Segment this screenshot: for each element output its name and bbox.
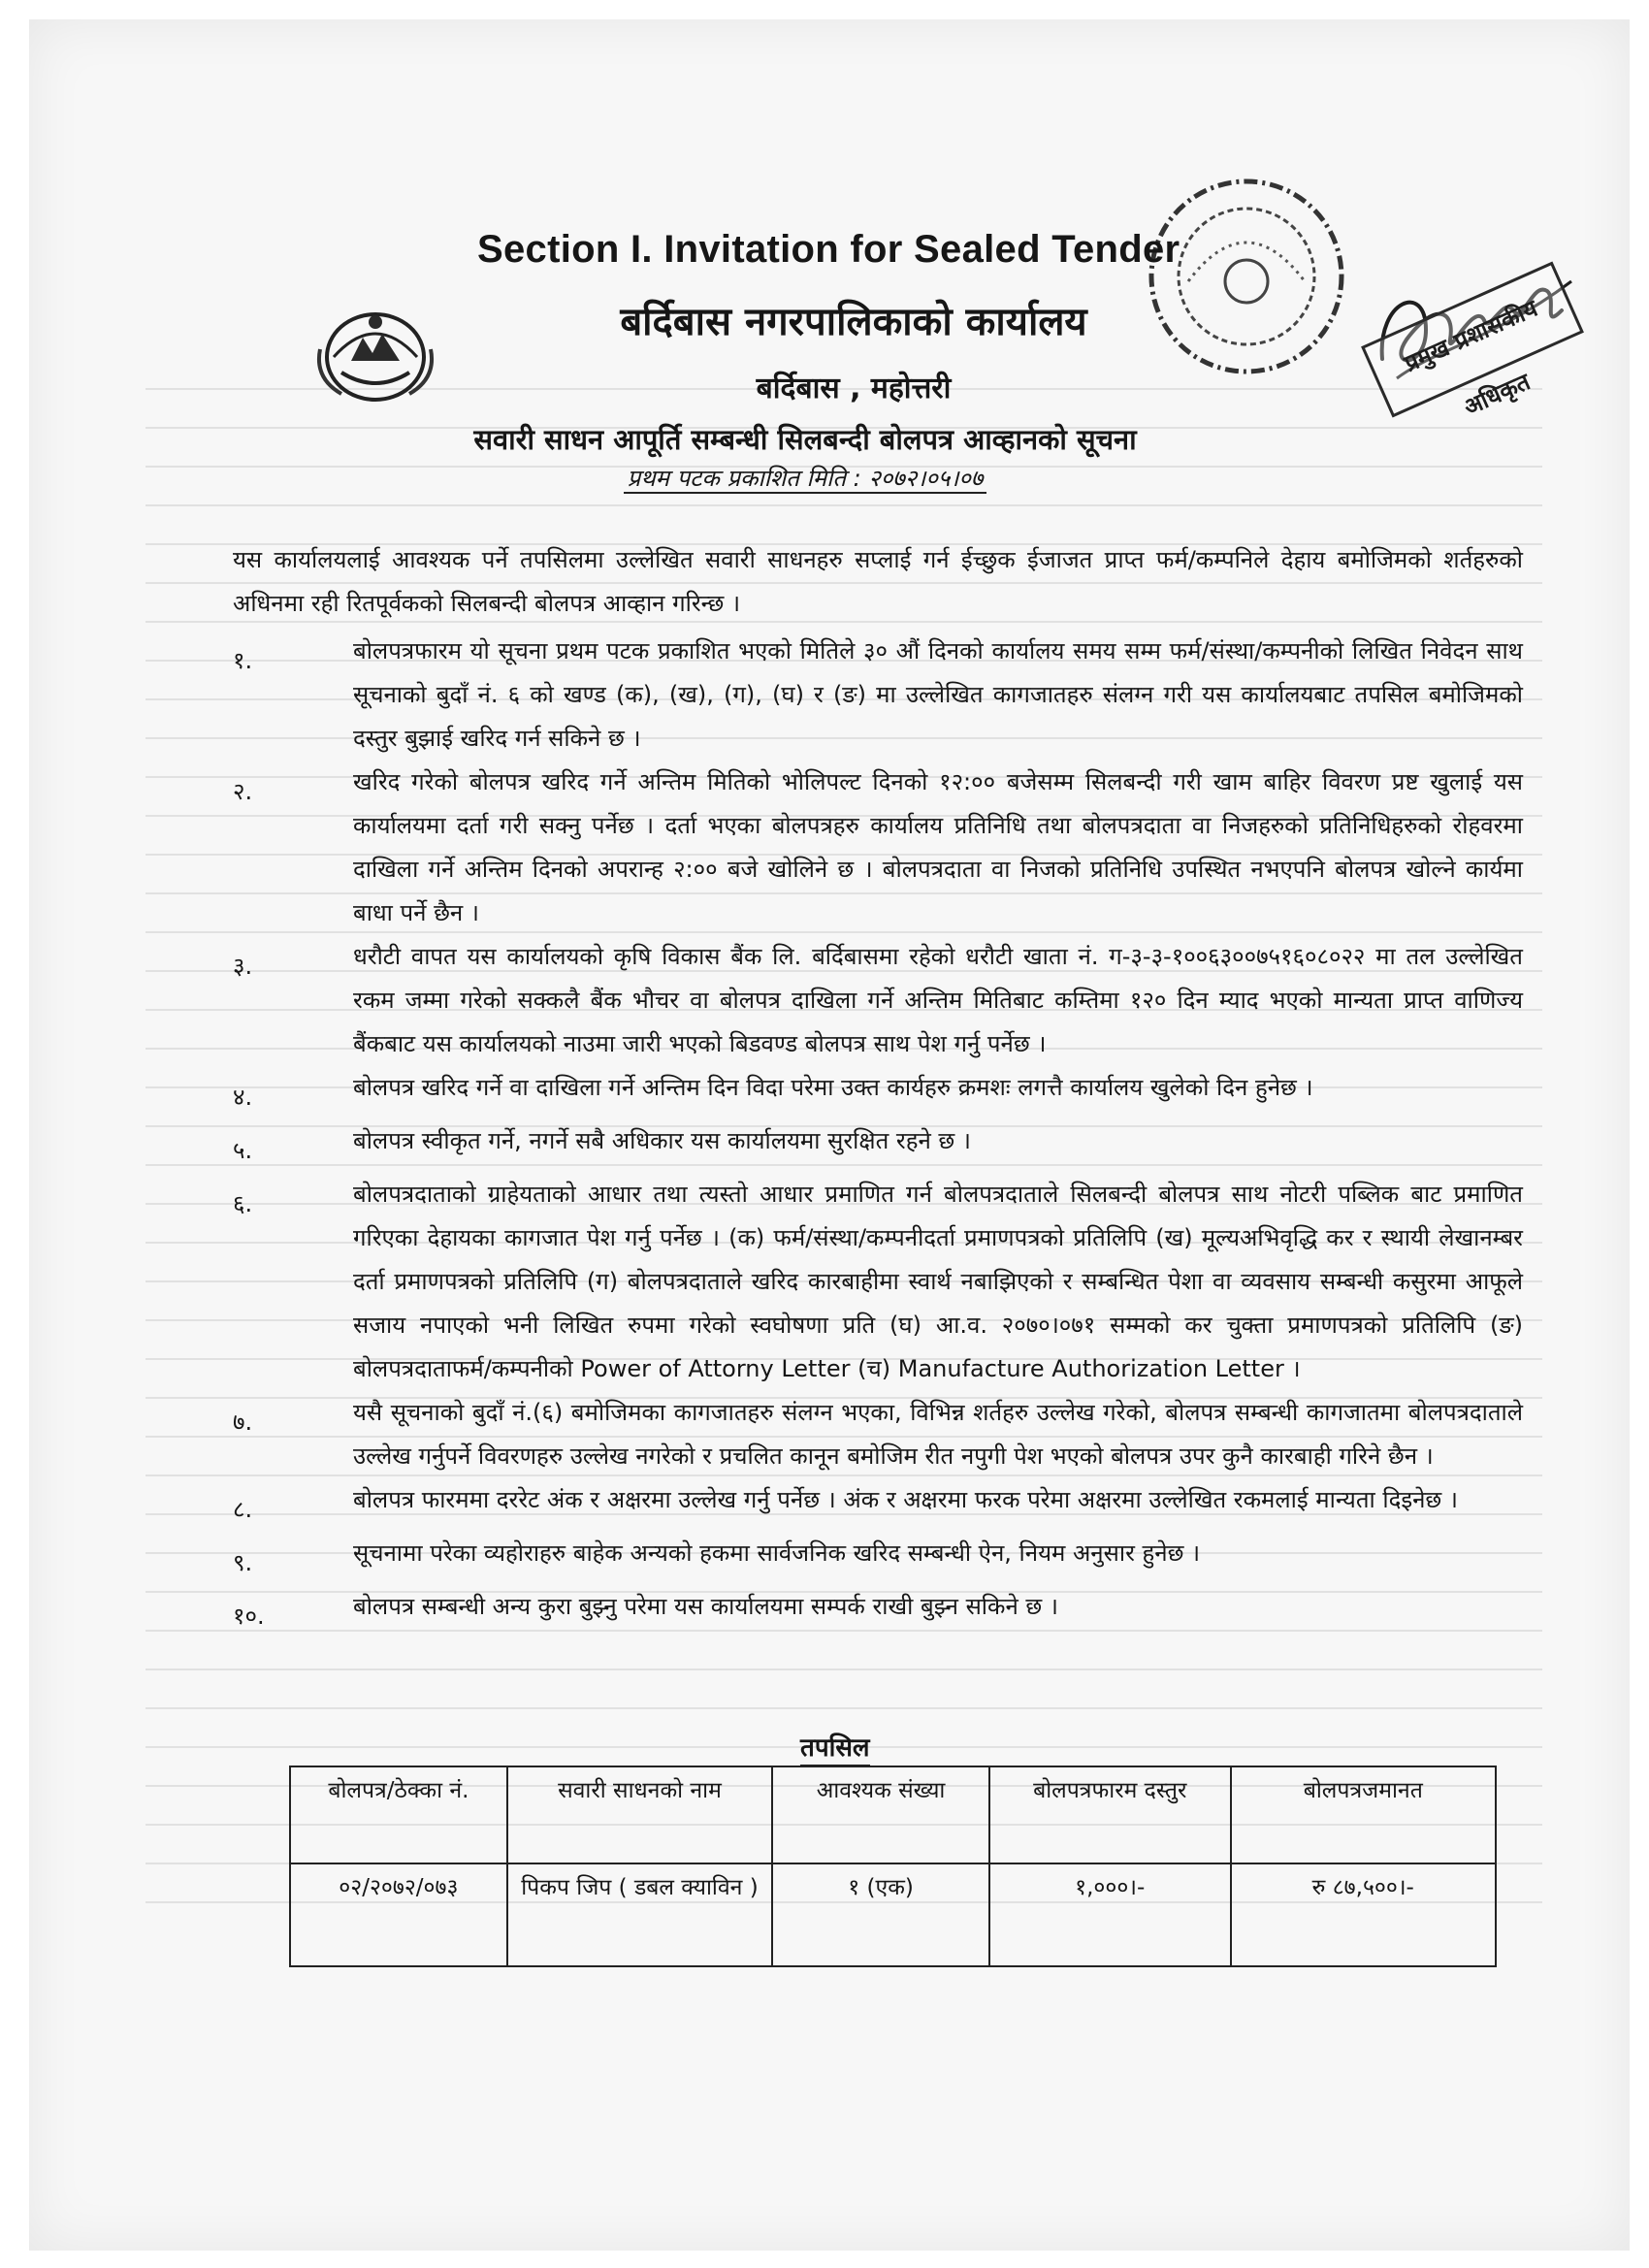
item-number: १. [233, 647, 253, 674]
item-number: ४. [233, 1084, 253, 1111]
item-number: ८. [233, 1496, 253, 1523]
notice-body [233, 538, 1523, 1638]
publish-date: प्रथम पटक प्रकाशित मिति : २०७२।०५।०७ [320, 462, 1290, 494]
item-number: ३. [233, 953, 253, 980]
round-office-stamp [1135, 165, 1358, 388]
intro-paragraph: यस कार्यालयलाई आवश्यक पर्ने तपसिलमा उल्लेखित सवारी साधनहरु सप्लाई गर्न ईच्छुक ईजाजत प्राप्त फर्म/कम्पनिले देहाय बमोजिमको शर्तहरुको अधिनमा रही रितपूर्वकको सिलबन्दी बोलपत्र आव्हान गरिन्छ । [233, 546, 1523, 617]
office-name: बर्दिबास नगरपालिकाको कार्यालय [620, 300, 1087, 344]
table-cell: १ (एक) [772, 1863, 989, 1966]
table-cell: पिकप जिप ( डबल क्याविन ) [507, 1863, 772, 1966]
condition-item [233, 935, 1523, 1066]
condition-item [233, 1478, 1523, 1532]
item-text: यसै सूचनाको बुदाँ नं.(६) बमोजिमका कागजातहरु संलग्न भएका, विभिन्न शर्तहरु उल्लेख गरेको, बोलपत्र सम्बन्धी कागजातमा बोलपत्रदाताले उल्लेख गर्नुपर्ने विवरणहरु उल्लेख नगरेको र प्रचलित कानून बमोजिम रीत नपुगी पेश भएको बोलपत्र उपर कुनै कारबाही गरिने छैन । [353, 1399, 1523, 1470]
condition-item [233, 1532, 1523, 1585]
item-text: खरिद गरेको बोलपत्र खरिद गर्ने अन्तिम मितिको भोलिपल्ट दिनको १२:०० बजेसम्म सिलबन्दी गरी खाम बाहिर विवरण प्रष्ट खुलाई यस कार्यालयमा दर्ता गरी सक्नु पर्नेछ । दर्ता भएका बोलपत्रहरु कार्यालय प्रतिनिधि तथा बोलपत्रदाता वा निजहरुको प्रतिनिधिहरुको रोहवरमा दाखिला गर्ने अन्तिम दिनको अपरान्ह २:०० बजे खोलिने छ । बोलपत्रदाता वा निजको प्रतिनिधि उपस्थित नभएपनि बोलपत्र खोल्ने कार्यमा बाधा पर्ने छैन । [353, 768, 1523, 926]
item-text: बोलपत्र खरिद गर्ने वा दाखिला गर्ने अन्तिम दिन विदा परेमा उक्त कार्यहरु क्रमशः लगत्तै कार्यालय खुलेको दिन हुनेछ । [353, 1074, 1313, 1101]
item-text: बोलपत्र सम्बन्धी अन्य कुरा बुझ्नु परेमा यस कार्यालयमा सम्पर्क राखी बुझ्न सकिने छ । [353, 1593, 1058, 1620]
condition-item [233, 1391, 1523, 1478]
column-header: सवारी साधनको नाम [507, 1766, 772, 1863]
section-title: Section I. Invitation for Sealed Tender [477, 228, 1180, 271]
item-number: १०. [233, 1603, 265, 1630]
table-header-row [290, 1766, 1496, 1863]
column-header: बोलपत्रफारम दस्तुर [989, 1766, 1231, 1863]
item-number: ५. [233, 1137, 253, 1164]
office-location: बर्दिबास , महोत्तरी [756, 372, 952, 405]
item-number: २. [233, 778, 253, 805]
schedule-title: तपसिल [800, 1732, 870, 1766]
item-text: सूचनामा परेका व्यहोराहरु बाहेक अन्यको हकमा सार्वजनिक खरिद सम्बन्धी ऐन, नियम अनुसार हुनेछ । [353, 1539, 1201, 1567]
item-number: ९. [233, 1549, 253, 1576]
condition-item [233, 761, 1523, 935]
table-row [290, 1863, 1496, 1966]
condition-item [233, 1585, 1523, 1638]
column-header: आवश्यक संख्या [772, 1766, 989, 1863]
column-header: बोलपत्रजमानत [1231, 1766, 1496, 1863]
table-cell: ०२/२०७२/०७३ [290, 1863, 507, 1966]
schedule-table [289, 1766, 1497, 1967]
table-cell: १,०००।- [989, 1863, 1231, 1966]
item-text: बोलपत्र स्वीकृत गर्ने, नगर्ने सबै अधिकार यस कार्यालयमा सुरक्षित रहने छ । [353, 1127, 971, 1154]
conditions-list [233, 630, 1523, 1638]
rectangular-officer-stamp: प्रमुख प्रशासकीय अधिकृत [1361, 262, 1584, 418]
item-text: बोलपत्रफारम यो सूचना प्रथम पटक प्रकाशित भएको मितिले ३० औं दिनको कार्यालय समय सम्म फर्म/संस्था/कम्पनीको लिखित निवेदन साथ सूचनाको बुदाँ नं. ६ को खण्ड (क), (ख), (ग), (घ) र (ङ) मा उल्लेखित कागजातहरु संलग्न गरी यस कार्यालयबाट तपसिल बमोजिमको दस्तुर बुझाई खरिद गर्न सकिने छ । [353, 637, 1523, 752]
item-number: ७. [233, 1409, 253, 1436]
item-text: बोलपत्र फारममा दररेट अंक र अक्षरमा उल्लेख गर्नु पर्नेछ । अंक र अक्षरमा फरक परेमा अक्षरमा उल्लेखित रकमलाई मान्यता दिइनेछ । [353, 1486, 1458, 1513]
item-number: ६. [233, 1190, 253, 1217]
table-cell: रु ८७,५००।- [1231, 1863, 1496, 1966]
document-page [29, 19, 1630, 2251]
condition-item [233, 1173, 1523, 1391]
condition-item [233, 1119, 1523, 1173]
condition-item [233, 1066, 1523, 1119]
notice-title: सवारी साधन आपूर्ति सम्बन्धी सिलबन्दी बोलपत्र आव्हानको सूचना [473, 423, 1137, 456]
item-text: बोलपत्रदाताको ग्राहेयताको आधार तथा त्यस्तो आधार प्रमाणित गर्न बोलपत्रदाताले सिलबन्दी बोलपत्र साथ नोटरी पब्लिक बाट प्रमाणित गरिएका देहायका कागजात पेश गर्नु पर्नेछ । (क) फर्म/संस्था/कम्पनीदर्ता प्रमाणपत्रको प्रतिलिपि (ख) मूल्यअभिवृद्धि कर र स्थायी लेखानम्बर दर्ता प्रमाणपत्रको प्रतिलिपि (ग) बोलपत्रदाताले खरिद कारबाहीमा स्वार्थ नबाझिएको र सम्बन्धित पेशा वा व्यवसाय सम्बन्धी कसुरमा आफूले सजाय नपाएको भनी लिखित रुपमा गरेको स्वघोषणा प्रति (घ) आ.व. २०७०।०७१ सम्मको कर चुक्ता प्रमाणपत्रको प्रतिलिपि (ङ) बोलपत्रदाताफर्म/कम्पनीको Power of Attorny Letter (च) Manufacture Authorization Letter । [353, 1181, 1523, 1382]
item-text: धरौटी वापत यस कार्यालयको कृषि विकास बैंक लि. बर्दिबासमा रहेको धरौटी खाता नं. ग-३-३-१००६३००७५१६०८०२२ मा तल उल्लेखित रकम जम्मा गरेको सक्कलै बैंक भौचर वा बोलपत्र दाखिला गर्ने अन्तिम मितिबाट कम्तिमा १२० दिन म्याद भएको मान्यता प्राप्त वाणिज्य बैंकबाट यस कार्यालयको नाउमा जारी भएको बिडवण्ड बोलपत्र साथ पेश गर्नु पर्नेछ । [353, 943, 1523, 1057]
condition-item [233, 630, 1523, 761]
column-header: बोलपत्र/ठेक्का नं. [290, 1766, 507, 1863]
